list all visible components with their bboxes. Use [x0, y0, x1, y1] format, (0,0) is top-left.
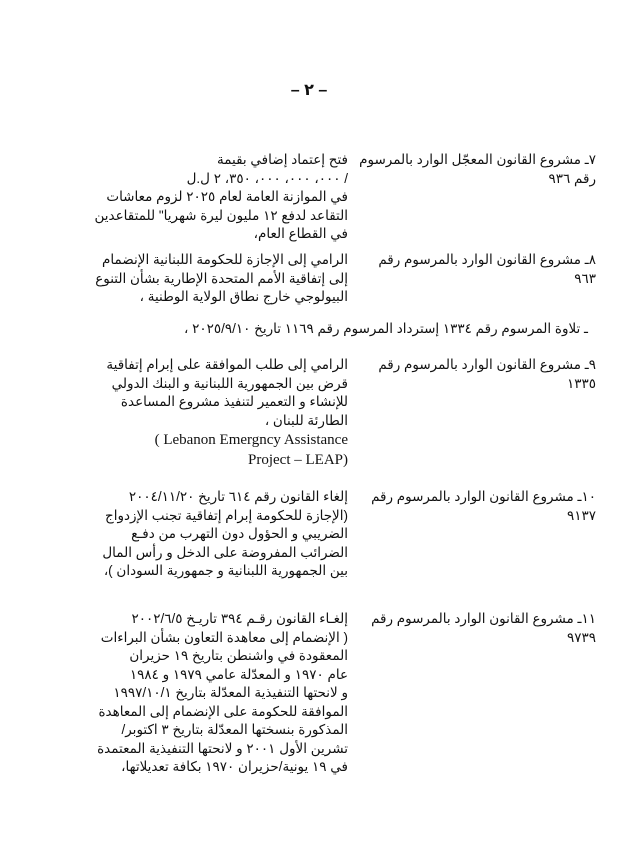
- item-7-title: ٧ـ مشروع القانون المعجّل الوارد بالمرسوم رقم ٩٣٦: [359, 152, 596, 186]
- description-line: الضريبي و الحؤول دون التهرب من دفـع: [131, 526, 348, 541]
- description-line: الرامي إلى طلب الموافقة على إبرام إتفاقية: [106, 357, 348, 372]
- description-line: (الإجازة للحكومة إبرام إتفاقية تجنب الإزدواج: [105, 507, 348, 523]
- item-11-title: ١١ـ مشروع القانون الوارد بالمرسوم رقم ٩٧٣٩: [371, 611, 596, 645]
- item-7: [66, 151, 596, 251]
- description-line: المذكورة بنسختها المعدّلة بتاريخ ٣ اكتوبر/: [121, 722, 348, 737]
- project-name-line: Project – LEAP): [248, 452, 348, 468]
- description-line: إلغـاء القانون رقـم ٣٩٤ تاريـخ ٢٠٠٢/٦/٥: [131, 611, 348, 626]
- description-line: المعقودة في واشنطن بتاريخ ١٩ حزيران: [129, 648, 348, 663]
- item-9-title: ٩ـ مشروع القانون الوارد بالمرسوم رقم ١٣٣٥: [378, 357, 596, 391]
- description-line: / ٠٠٠، ٠٠٠، ٠٠٠، ٣٥٠، ٢ ل.ل: [186, 170, 348, 186]
- description-line: فتح إعتماد إضافي بقيمة: [216, 152, 348, 167]
- description-line: قرض بين الجمهورية اللبنانية و البنك الدولي: [111, 375, 348, 391]
- description-line: الرامي إلى الإجازة للحكومة اللبنانية الإنضمام: [102, 252, 348, 267]
- description-line: إلى إتفاقية الأمم المتحدة الإطارية بشأن التنوع: [95, 270, 348, 286]
- description-line: تشرين الأول ٢٠٠١ و لانحتها التنفيذية المعتمدة: [97, 740, 348, 756]
- item-10-title: ١٠ـ مشروع القانون الوارد بالمرسوم رقم ٩١٣٧: [371, 489, 596, 523]
- description-line: الضرائب المفروضة على الدخل و رأس المال: [102, 544, 348, 560]
- description-line: في ١٩ يونية/حزيران ١٩٧٠ بكافة تعديلاتها،: [121, 759, 348, 774]
- description-line: التقاعد لدفع ١٢ مليون ليرة شهريا" للمتقاعدين: [94, 207, 348, 223]
- item-10: [66, 488, 596, 610]
- description-line: الطارئة للبنان ،: [264, 412, 348, 428]
- item-9: [66, 356, 596, 488]
- item-8: [66, 251, 596, 320]
- page-number: – ٢ –: [290, 82, 328, 99]
- item-8-title: ٨ـ مشروع القانون الوارد بالمرسوم رقم ٩٦٣: [378, 252, 596, 286]
- item-7-description: [66, 151, 348, 244]
- description-line: عام ١٩٧٠ و المعدّلة عامي ١٩٧٩ و ١٩٨٤: [129, 666, 348, 682]
- item-8-description: [66, 251, 348, 307]
- description-line: في الموازنة العامة لعام ٢٠٢٥ لزوم معاشات: [106, 189, 348, 204]
- item-10-description: [66, 488, 348, 581]
- description-line: ( الإنضمام إلى معاهدة التعاون بشأن البراءات: [100, 629, 348, 645]
- item-11-description: [66, 610, 348, 777]
- description-line: بين الجمهورية اللبنانية و جمهورية السودان )،: [103, 563, 348, 578]
- project-name-line: ( Lebanon Emergncy Assistance: [154, 432, 348, 448]
- description-line: في القطاع العام،: [253, 226, 348, 241]
- agenda-items: [66, 151, 596, 777]
- description-line: إلغاء القانون رقم ٦١٤ تاريخ ٢٠٠٤/١١/٢٠: [128, 489, 348, 504]
- item-9-description: [66, 356, 348, 470]
- item-11: [66, 610, 596, 777]
- decree-recital-note: ـ تلاوة المرسوم رقم ١٣٣٤ إسترداد المرسوم رقم ١١٦٩ تاريخ ٢٠٢٥/٩/١٠ ،: [184, 321, 588, 336]
- description-line: للإنشاء و التعمير لتنفيذ مشروع المساعدة: [120, 394, 348, 409]
- description-line: الموافقة للحكومة على الإنضمام إلى المعاهدة: [98, 703, 348, 719]
- description-line: و لانحتها التنفيذية المعدّلة بتاريخ ١٩٩٧/١٠/١: [113, 685, 348, 700]
- description-line: البيولوجي خارج نطاق الولاية الوطنية ،: [139, 289, 348, 304]
